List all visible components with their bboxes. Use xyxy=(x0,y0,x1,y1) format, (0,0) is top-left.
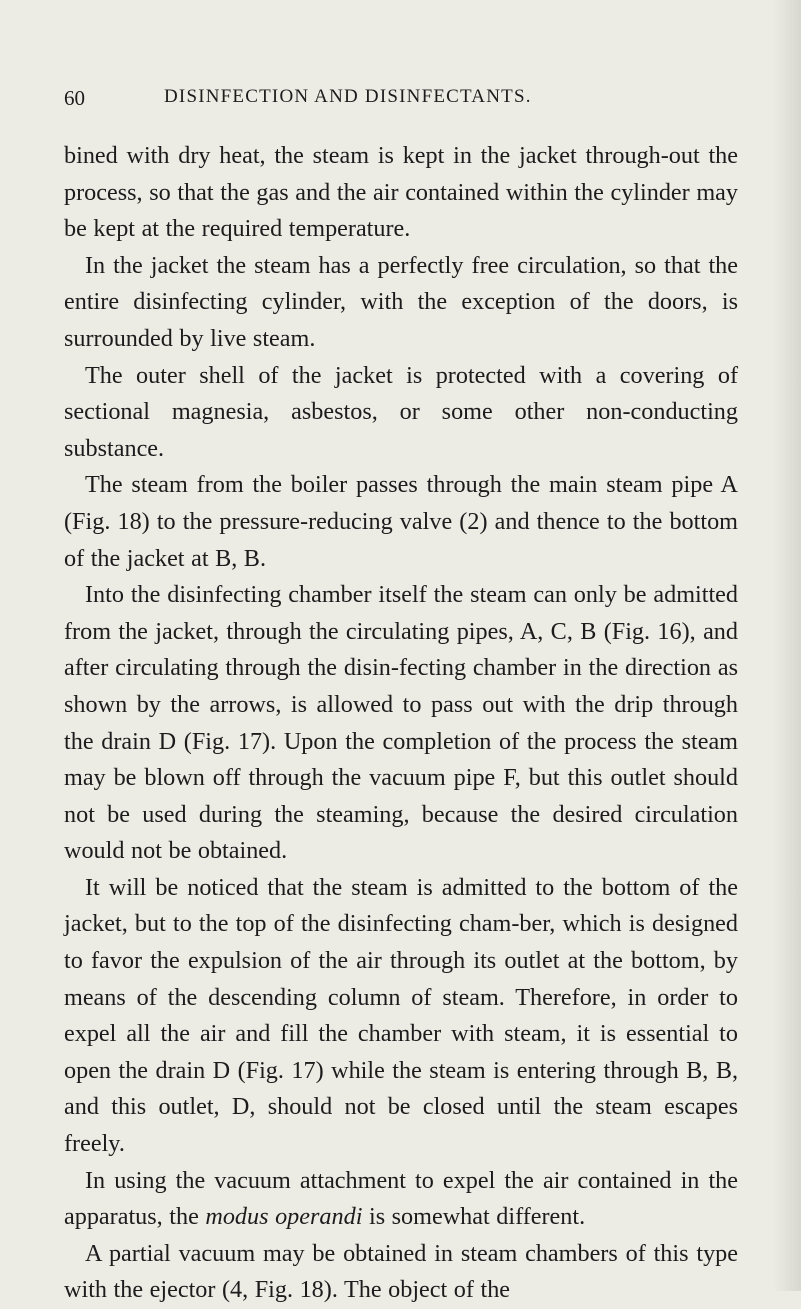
running-head xyxy=(64,86,738,114)
paragraph-8: A partial vacuum may be obtained in steam chambers of this type with the ejector (4, Fig. 18). The object of the xyxy=(64,1239,738,1304)
paragraph-7 xyxy=(64,1163,738,1236)
paragraph-4: The steam from the boiler passes through the main steam pipe A (Fig. 18) to the pressure-reducing valve (2) and thence to the bottom of the jacket at B, B. xyxy=(64,471,738,572)
paragraph-5: Into the disinfecting chamber itself the steam can only be admitted from the jacket, through the circulating pipes, A, C, B (Fig. 16), and after circulating through the disin-fecting chamber in the direction as shown by the arrows, is allowed to pass out with the drip through the drain D (Fig. 17). Upon the completion of the process the steam may be blown off through the vacuum pipe F, but this outlet should not be used during the steaming, because the desired circulation would not be obtained. xyxy=(64,581,738,865)
body-text xyxy=(64,138,738,1309)
running-title: DISINFECTION AND DISINFECTANTS. xyxy=(164,86,532,107)
paragraph-7-text-b: is somewhat different. xyxy=(362,1203,586,1231)
paragraph-3: The outer shell of the jacket is protected with a covering of sectional magnesia, asbestos, or some other non-conducting substance. xyxy=(64,361,738,462)
paragraph-1: bined with dry heat, the steam is kept in the jacket through-out the process, so that the gas and the air contained within the cylinder may be kept at the required temperature. xyxy=(64,142,738,243)
book-page xyxy=(64,86,738,1309)
page-number: 60 xyxy=(64,86,85,110)
paragraph-7-italic: modus operandi xyxy=(205,1203,363,1231)
page-edge-shadow xyxy=(773,0,801,1291)
paragraph-6: It will be noticed that the steam is admitted to the bottom of the jacket, but to the top of the disinfecting cham-ber, which is designed to favor the expulsion of the air through its outlet at the bottom, by means of the descending column of steam. Therefore, in order to expel all the air and fill the chamber with steam, it is essential to open the drain D (Fig. 17) while the steam is entering through B, B, and this outlet, D, should not be closed until the steam escapes freely. xyxy=(64,873,738,1158)
paragraph-7-text-a: In using the vacuum attachment to expel the air contained in the apparatus, the xyxy=(64,1166,738,1231)
paragraph-2: In the jacket the steam has a perfectly free circulation, so that the entire disinfecting cylinder, with the exception of the doors, is surrounded by live steam. xyxy=(64,251,738,352)
